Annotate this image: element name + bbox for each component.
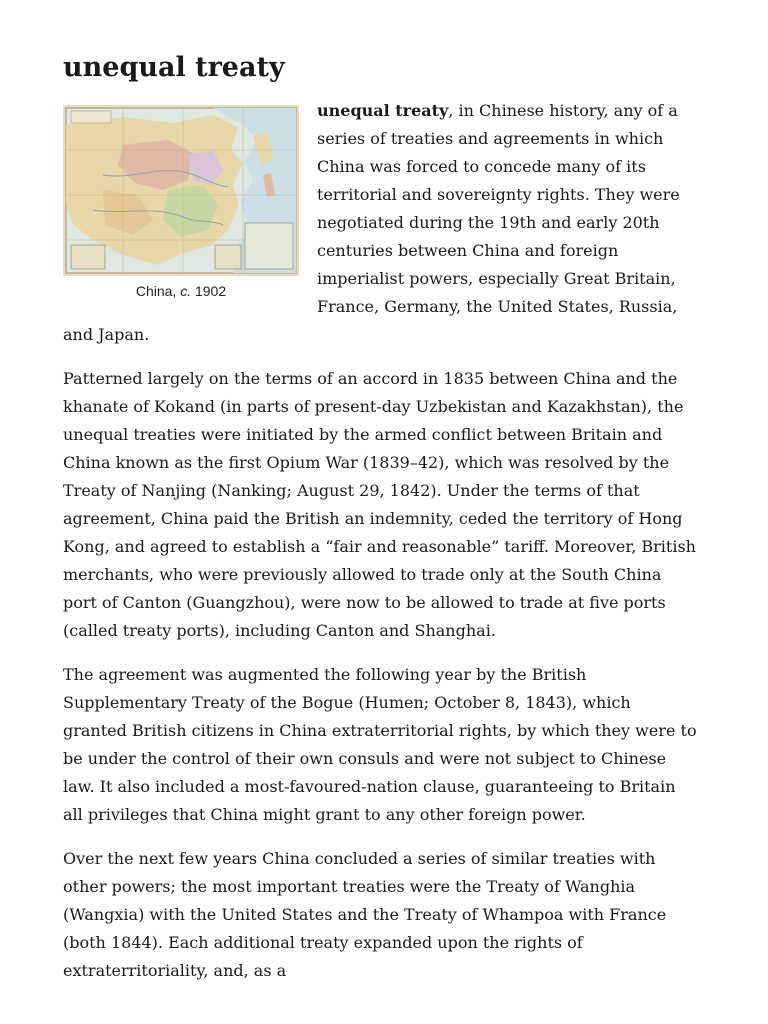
caption-suffix: 1902 [191, 283, 227, 299]
intro-text: , in Chinese history, any of a series of treaties and agreements in which China was forced to concede many of its territorial and sovereignty rights. They were negotiated during the 19th and early 20th centuries between China and foreign imperialist powers, especially Great Britain, France, Germany, the United States, Russia, and Japan. [63, 101, 680, 344]
article-figure [63, 105, 299, 299]
page-title: unequal treaty [63, 52, 285, 83]
figure-caption [63, 283, 299, 299]
china-map-image[interactable] [63, 105, 299, 276]
body-paragraph-2: The agreement was augmented the following year by the British Supplementary Treaty of the Bogue (Humen; October 8, 1843), which granted British citizens in China extraterritorial rights, by which they were to be under the control of their own consuls and were not subject to Chinese law. It also included a most-favoured-nation clause, guaranteeing to Britain all privileges that China might grant to any other foreign power. [63, 665, 697, 824]
body-paragraph-1: Patterned largely on the terms of an accord in 1835 between China and the khanate of Kokand (in parts of present-day Uzbekistan and Kazakhstan), the unequal treaties were initiated by the armed conflict between Britain and China known as the first Opium War (1839–42), which was resolved by the Treaty of Nanjing (Nanking; August 29, 1842). Under the terms of that agreement, China paid the British an indemnity, ceded the territory of Hong Kong, and agreed to establish a “fair and reasonable” tariff. Moreover, British merchants, who were previously allowed to trade only at the South China port of Canton (Guangzhou), were now to be allowed to trade at five ports (called treaty ports), including Canton and Shanghai. [63, 369, 696, 640]
caption-italic: c. [180, 283, 192, 299]
caption-prefix: China, [135, 283, 181, 299]
body-paragraph-3: Over the next few years China concluded a series of similar treaties with other powers; the most important treaties were the Treaty of Wanghia (Wangxia) with the United States and the Treaty of Whampoa with France (both 1844). Each additional treaty expanded upon the rights of extraterritoriality, and, as a [63, 849, 667, 980]
intro-term: unequal treaty [317, 101, 449, 120]
